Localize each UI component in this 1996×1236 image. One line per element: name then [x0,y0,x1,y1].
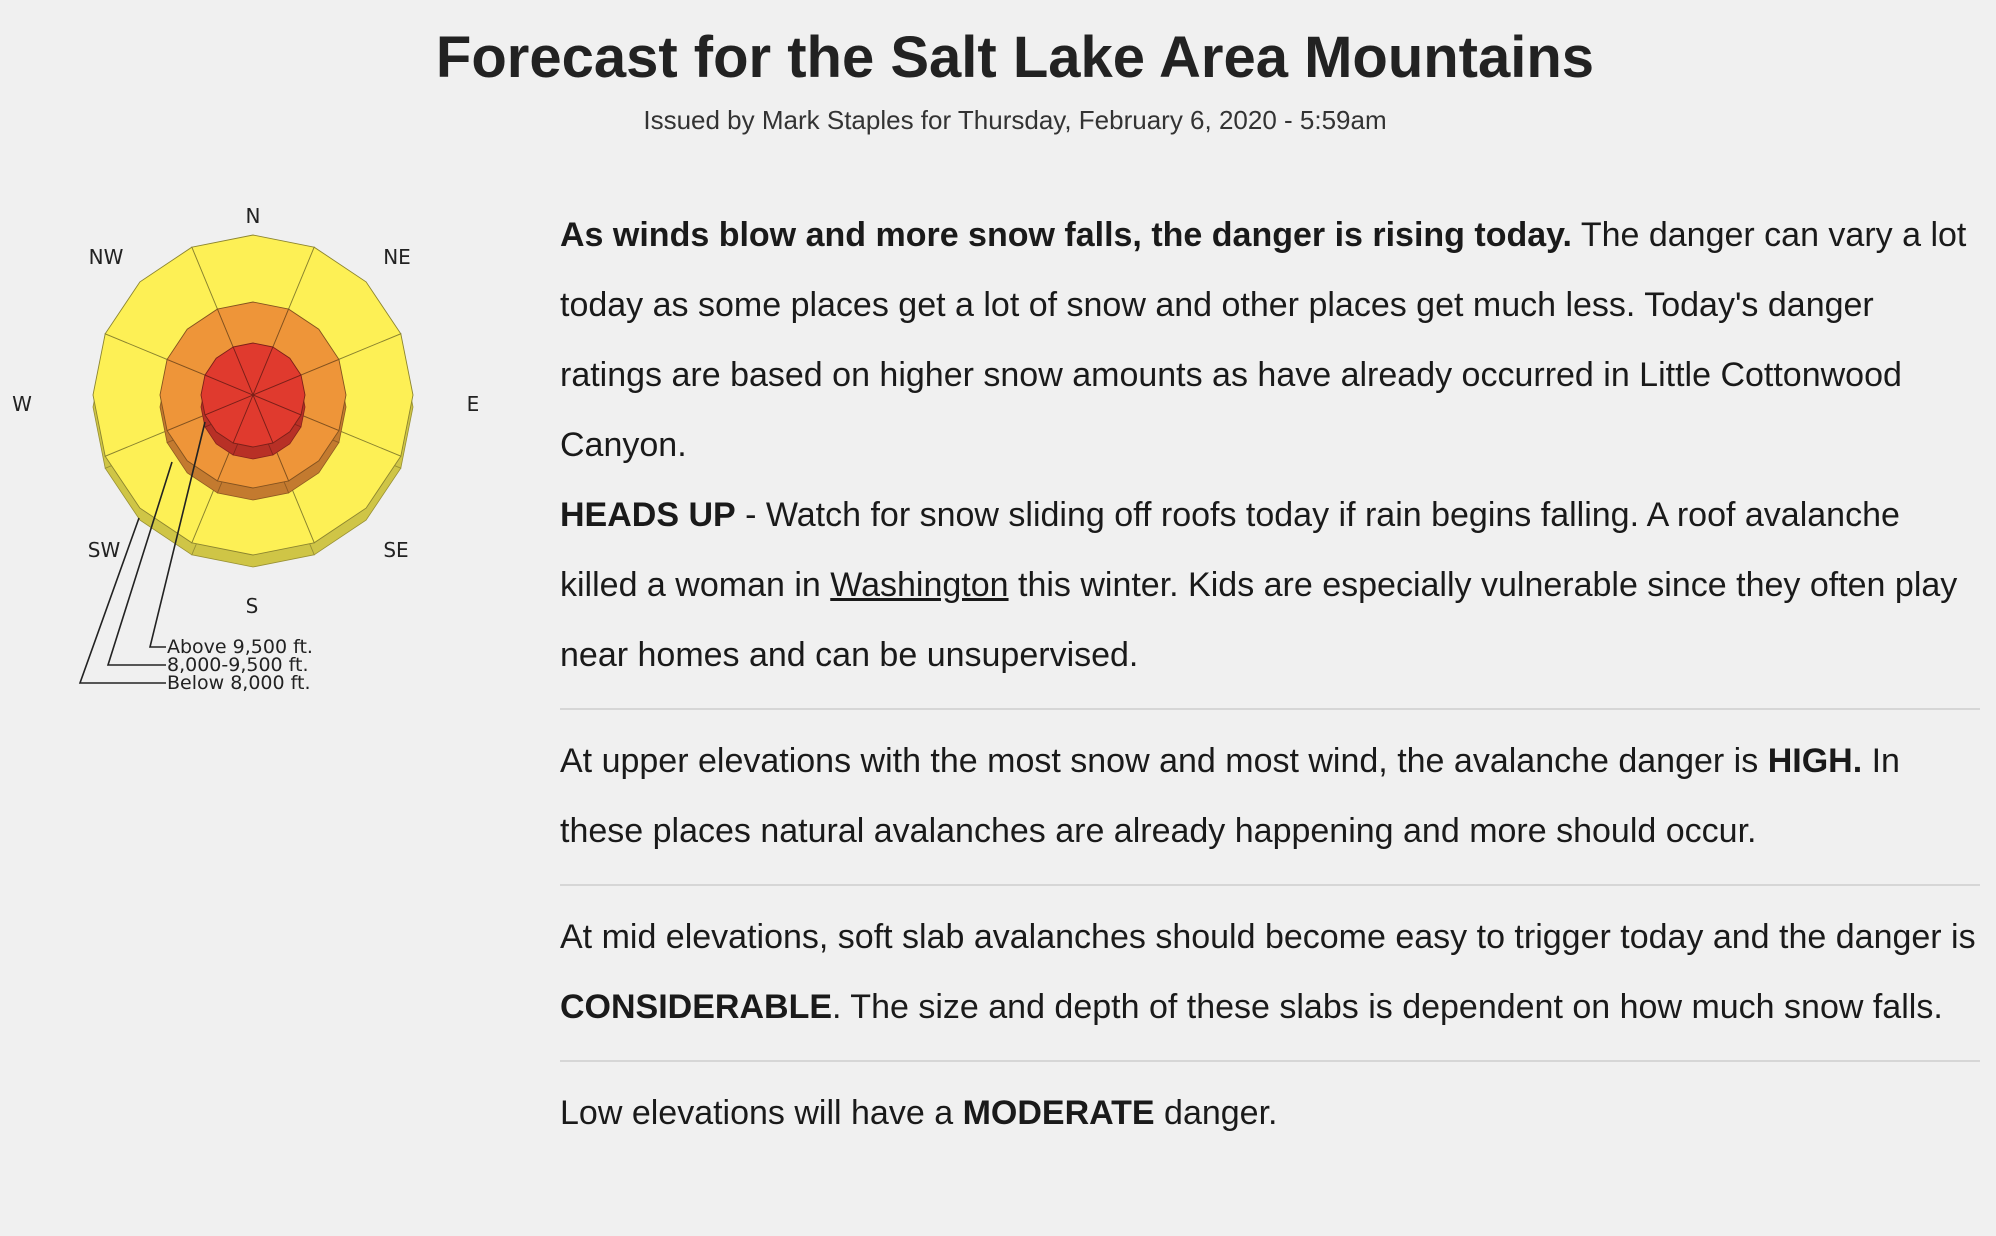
upper-danger-level: HIGH. [1767,742,1863,780]
mid-elevation-paragraph [560,902,1980,1042]
washington-link[interactable]: Washington [830,566,1009,604]
low-text-1: Low elevations will have a [560,1094,963,1132]
forecast-text [560,200,1980,1148]
heads-up-paragraph [560,480,1980,690]
divider [560,708,1980,710]
direction-label-w: W [12,392,32,416]
legend-mid-label: 8,000-9,500 ft. [167,654,309,676]
bottom-line-lead: As winds blow and more snow falls, the danger is rising today. [560,216,1572,254]
direction-label-sw: SW [87,538,121,562]
issued-by-line: Issued by Mark Staples for Thursday, February 6, 2020 - 5:59am [643,105,1387,135]
direction-label-ne: NE [383,245,411,269]
heads-up-label: HEADS UP [560,496,736,534]
low-elevation-paragraph [560,1078,1980,1148]
direction-label-se: SE [383,538,409,562]
divider [560,1060,1980,1062]
heads-up-text-1: - Watch for snow sliding off roofs today if rain begins falling. A roof avalanche killed a woman in [560,496,1900,604]
bottom-line-text: The danger can vary a lot today as some places get a lot of snow and other places get much less. Today's danger ratings are based on higher snow amounts as have already occurred in Little Cottonwood Canyon. [560,216,1967,464]
upper-elevation-paragraph [560,726,1980,866]
upper-text-1: At upper elevations with the most snow and most wind, the avalanche danger is [560,742,1768,780]
direction-label-nw: NW [88,245,124,269]
direction-label-n: N [245,204,261,228]
legend-above-label: Above 9,500 ft. [167,636,313,658]
upper-text-2: In these places natural avalanches are already happening and more should occur. [560,742,1900,850]
page-title: Forecast for the Salt Lake Area Mountains [435,25,1595,90]
heads-up-text-2: this winter. Kids are especially vulnerable since they often play near homes and can be unsupervised. [560,566,1958,674]
direction-label-e: E [466,392,480,416]
bottom-line-paragraph [560,200,1980,480]
divider [560,884,1980,886]
low-danger-level: MODERATE [962,1094,1155,1132]
legend-below-label: Below 8,000 ft. [167,672,311,694]
mid-text-2: . The size and depth of these slabs is dependent on how much snow falls. [832,988,1943,1026]
danger-rose [0,195,500,715]
low-text-2: danger. [1154,1094,1278,1132]
direction-label-s: S [245,594,259,618]
danger-rose-graphic [0,195,500,715]
mid-danger-level: CONSIDERABLE [560,988,833,1026]
mid-text-1: At mid elevations, soft slab avalanches should become easy to trigger today and the danger is [560,918,1976,956]
